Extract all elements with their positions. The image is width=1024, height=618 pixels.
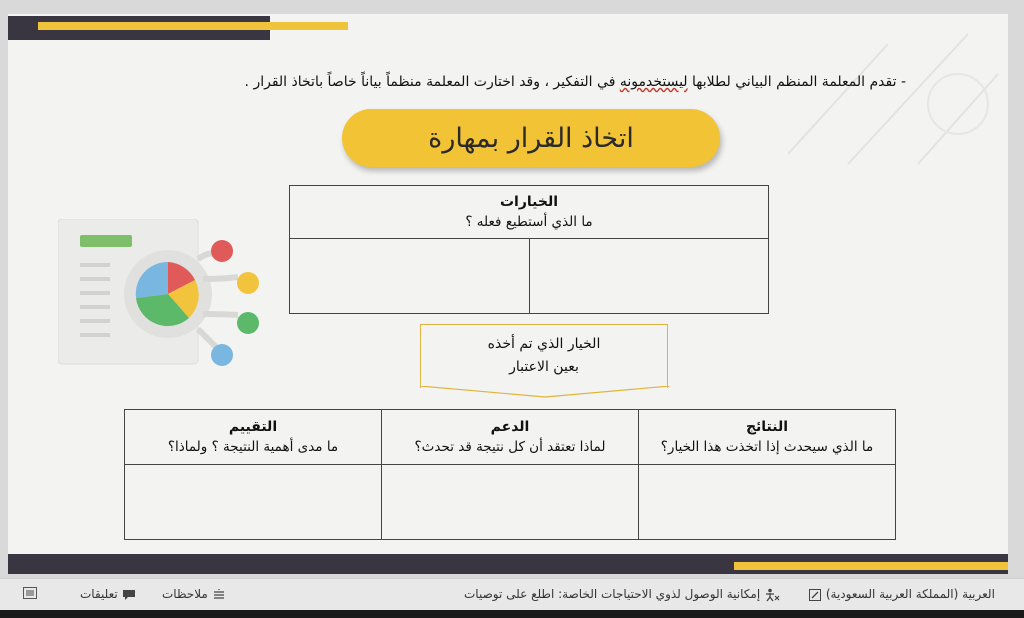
accessibility-icon (760, 587, 780, 601)
intro-text: - تقدم المعلمة المنظم البياني لطلابها ليستخدمونه في التفكير ، وقد اختارت المعلمة منظماً بياناً خاصاً باتخاذ القرار . (244, 74, 906, 90)
accessibility-label: إمكانية الوصول لذوي الاحتياجات الخاصة: اطلع على توصيات (464, 587, 761, 601)
options-question: ما الذي أستطيع فعله ؟ (465, 214, 593, 230)
results-cell[interactable] (639, 465, 896, 540)
accessibility-status[interactable] (464, 587, 780, 602)
notes-label: ملاحظات (162, 587, 208, 601)
slide-title: اتخاذ القرار بمهارة (342, 109, 720, 167)
pie-chart-infographic-illustration (58, 219, 268, 369)
results-heading: النتائج (745, 419, 789, 435)
evaluation-question: ما مدى أهمية النتيجة ؟ ولماذا؟ (167, 439, 339, 455)
language-label: العربية (المملكة العربية السعودية) (825, 587, 995, 601)
slide-view-icon[interactable] (22, 585, 38, 604)
language-status[interactable] (808, 587, 995, 602)
chosen-option-line1: الخيار الذي تم أخذه (487, 336, 601, 352)
comments-icon (118, 587, 136, 601)
support-header-cell (382, 410, 639, 465)
background-doodle (768, 14, 1008, 174)
screen-bottom-edge (0, 610, 1024, 618)
slide (8, 14, 1008, 574)
notes-icon (208, 587, 226, 601)
support-question: لماذا تعتقد أن كل نتيجة قد تحدث؟ (414, 439, 606, 455)
chosen-option-line2: بعين الاعتبار (509, 359, 579, 375)
results-question: ما الذي سيحدث إذا اتخذت هذا الخيار؟ (660, 439, 874, 455)
evaluation-heading: التقييم (228, 419, 278, 435)
status-bar (0, 578, 1024, 611)
top-gold-band (38, 22, 348, 30)
chosen-option-arrow (420, 386, 670, 398)
evaluation-header-cell (125, 410, 382, 465)
comments-button[interactable] (80, 587, 136, 601)
options-heading: الخيارات (499, 194, 559, 210)
results-header-cell (639, 410, 896, 465)
options-header-cell (290, 186, 769, 239)
options-cell[interactable] (290, 239, 530, 314)
options-cell[interactable] (529, 239, 769, 314)
support-cell[interactable] (382, 465, 639, 540)
evaluation-cell[interactable] (125, 465, 382, 540)
comments-label: تعليقات (80, 587, 118, 601)
support-heading: الدعم (490, 419, 530, 435)
edit-language-icon (808, 587, 822, 601)
results-table (124, 409, 896, 540)
notes-button[interactable] (162, 587, 226, 601)
options-table (289, 185, 769, 314)
chosen-option-box (420, 324, 668, 388)
bottom-gold-band (734, 562, 1008, 570)
